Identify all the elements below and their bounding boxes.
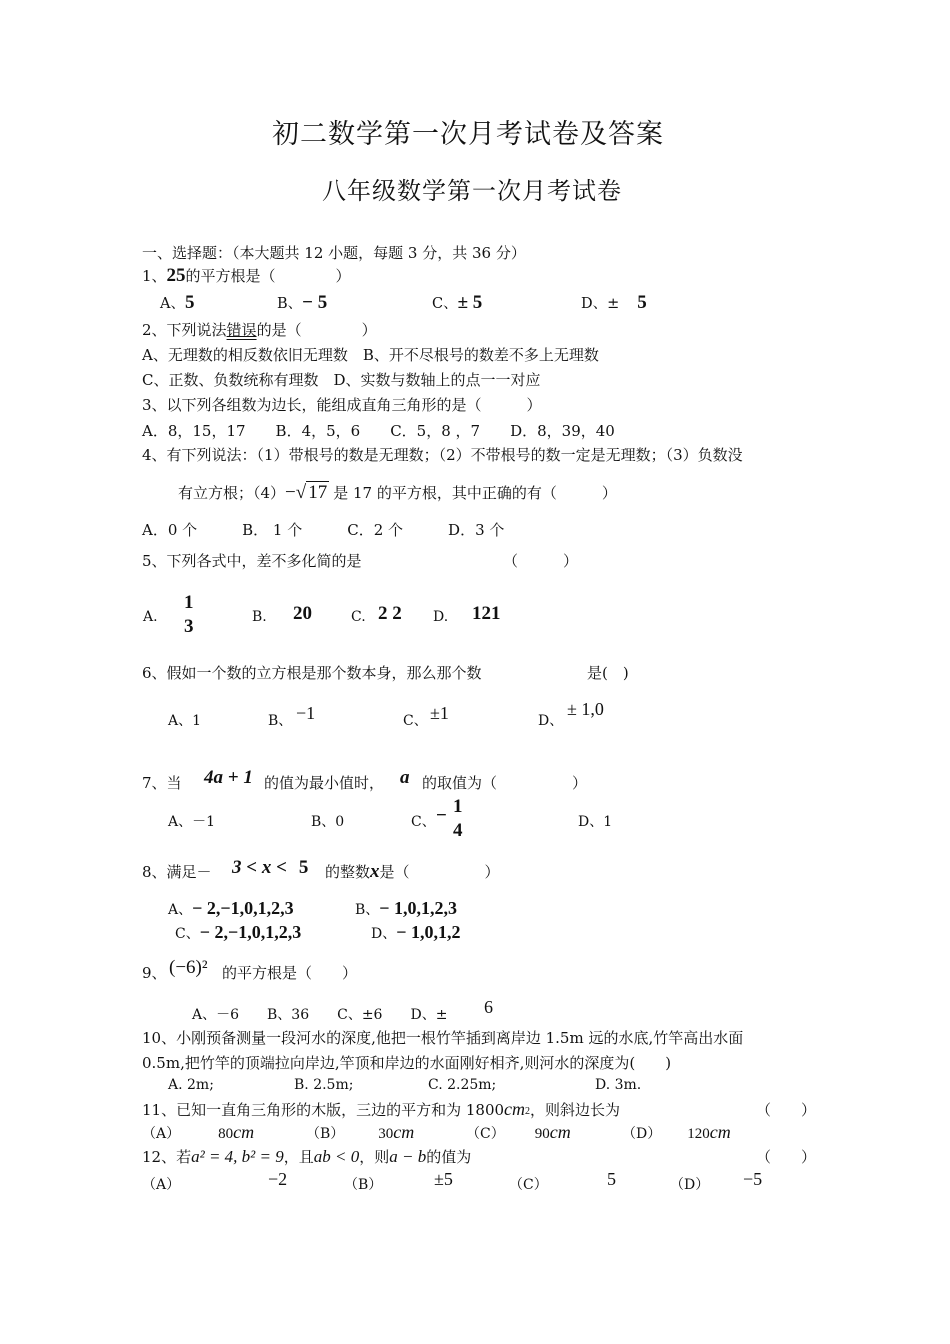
q1-option-d — [581, 292, 647, 314]
q10-option-a: A. 2m; — [168, 1077, 214, 1093]
q7-option-d: D、1 — [578, 814, 613, 830]
q11-option-b-unit: cm — [393, 1122, 415, 1142]
q5-option-d-label: D. — [433, 609, 449, 625]
q5-option-a-label: A. — [143, 609, 158, 625]
q8-stem-text-end: 是（ ） — [379, 863, 500, 881]
q1-option-c — [432, 292, 482, 314]
q11-option-c-label: （C） — [466, 1126, 505, 1142]
q8-inequality-right: 5 — [298, 857, 309, 878]
q8-option-c-value: − 2,−1,0,1,2,3 — [199, 922, 302, 942]
question-7-number: 7、当 — [142, 774, 182, 792]
q8-inequality-left: 3 < x < — [232, 857, 287, 878]
q12-answer-paren: （ ） — [756, 1148, 817, 1166]
q11-option-a — [142, 1122, 254, 1143]
question-6: 6、假如一个数的立方根是那个数本身，那么那个数 — [142, 664, 482, 682]
q7-option-c-fraction — [453, 795, 463, 843]
q1-option-a-value: 5 — [184, 292, 195, 313]
q12-option-d-label: （D） — [670, 1177, 710, 1193]
q7-option-a: A、－1 — [168, 814, 216, 830]
question-11 — [142, 1099, 620, 1120]
q11-option-d — [622, 1122, 731, 1143]
q4-line-2 — [178, 482, 617, 504]
q8-option-d-label: D、 — [371, 926, 397, 942]
q1-option-a — [160, 292, 194, 314]
q4-negative-root-17: −√ 17 — [285, 482, 328, 503]
q2-options-line-2: C、正数、负数统称有理数 D、实数与数轴上的点一一对应 — [142, 371, 541, 389]
q12-option-c-label: （C） — [509, 1177, 548, 1193]
q8-option-b-label: B、 — [355, 902, 380, 918]
question-1 — [142, 265, 351, 287]
q7-variable: a — [400, 767, 410, 788]
q11-stem-end: ，则斜边长为 — [530, 1101, 621, 1119]
q7-option-c-denominator: 4 — [453, 820, 463, 841]
q12-number: 12、若 — [142, 1148, 192, 1166]
q7-stem-end: 的取值为（ ） — [422, 774, 588, 792]
q11-option-a-value: 80 — [218, 1126, 234, 1142]
q12-stem-mid-2: ，则 — [359, 1148, 390, 1166]
q7-option-c-sign: − — [436, 805, 447, 826]
q12-difference: a − b — [389, 1147, 427, 1166]
q9-stem: 的平方根是（ ） — [222, 964, 358, 982]
q8-option-d-value: − 1,0,1,2 — [396, 922, 461, 942]
question-8-number: 8、满足－ — [142, 863, 212, 881]
q5-option-b-label: B. — [252, 609, 267, 625]
q1-number: 1、 — [142, 267, 167, 285]
q11-option-a-label: （A） — [142, 1126, 181, 1142]
q7-option-b: B、0 — [311, 814, 345, 830]
q8-option-c-label: C、 — [175, 926, 200, 942]
q5-answer-paren: （ ） — [503, 552, 579, 570]
q4-radicand: 17 — [308, 482, 328, 503]
q10-line-2: 0.5m,把竹竿的顶端拉向岸边,竿顶和岸边的水面刚好相齐,则河水的深度为( ) — [142, 1054, 672, 1072]
q2-emphasis: 错误 — [226, 321, 257, 339]
q11-option-c-value: 90 — [534, 1126, 550, 1142]
q12-option-b-label: （B） — [344, 1177, 383, 1193]
q4-line-2-end: 是 17 的平方根，其中正确的有（ ） — [333, 484, 617, 502]
q5-option-d-value: 121 — [472, 603, 501, 624]
q1-expression: 25 — [166, 265, 186, 286]
q5-option-a-denominator: 3 — [184, 616, 194, 637]
q5-option-c-label: C. — [351, 609, 366, 625]
q8-option-d — [371, 922, 461, 943]
q10-option-b: B. 2.5m; — [294, 1077, 354, 1093]
page-title: 初二数学第一次月考试卷及答案 — [272, 119, 664, 150]
q12-option-d-value: −5 — [743, 1169, 763, 1189]
q11-option-b-value: 30 — [378, 1126, 394, 1142]
q12-option-b-value: ±5 — [434, 1169, 453, 1189]
q2-stem-start: 2、下列说法 — [142, 321, 227, 339]
q6-option-a: A、1 — [168, 713, 202, 729]
q9-option-d-value: 6 — [484, 997, 493, 1017]
q6-option-d-value: ± 1,0 — [567, 699, 604, 719]
q11-unit: cm — [504, 1099, 526, 1119]
q6-option-b-label: B、 — [268, 713, 293, 729]
q7-stem-mid: 的值为最小值时， — [264, 774, 385, 792]
q1-option-c-label: C、 — [432, 296, 458, 312]
q4-line-2-start: 有立方根；（4） — [178, 484, 286, 502]
q7-expression-text: 4a + 1 — [204, 767, 253, 788]
q8-option-b-value: − 1,0,1,2,3 — [379, 898, 458, 918]
q1-option-b — [277, 292, 327, 314]
q5-option-b-value: 20 — [293, 603, 312, 624]
question-12 — [142, 1146, 471, 1167]
q6-option-c-value: ±1 — [430, 703, 449, 723]
q8-option-a-value: − 2,−1,0,1,2,3 — [192, 898, 294, 918]
q6-option-b-value: −1 — [296, 703, 316, 723]
q8-inequality — [232, 857, 308, 879]
q5-option-a-fraction — [184, 591, 194, 639]
q10-option-d: D. 3m. — [595, 1077, 642, 1093]
q12-condition: ab < 0 — [313, 1147, 360, 1166]
q11-stem: 11、已知一直角三角形的木版，三边的平方和为 1800 — [142, 1101, 505, 1119]
q12-option-c-value: 5 — [607, 1169, 616, 1189]
q7-expression — [204, 767, 253, 789]
q11-option-d-unit: cm — [709, 1122, 731, 1142]
q4-minus: − — [285, 482, 296, 503]
q12-stem-mid: ，且 — [283, 1148, 314, 1166]
question-9-number: 9、 — [142, 964, 167, 982]
q12-stem-end: 的值为 — [426, 1148, 472, 1166]
q1-option-d-value: 5 — [637, 292, 647, 313]
q7-option-c-numerator: 1 — [453, 796, 463, 817]
q6-option-d-label: D、 — [538, 713, 564, 729]
q5-option-c-value: 2 2 — [378, 603, 402, 624]
q1-option-c-value: ± 5 — [457, 292, 483, 313]
q8-variable: x — [370, 861, 380, 882]
q5-option-a-numerator: 1 — [184, 592, 194, 613]
q8-stem-text: 的整数 — [325, 863, 371, 881]
q11-option-d-value: 120 — [687, 1126, 710, 1142]
q2-stem-end: 的是（ ） — [256, 321, 377, 339]
q11-option-b-label: （B） — [306, 1126, 345, 1142]
q12-option-a-label: （A） — [142, 1177, 181, 1193]
question-3: 3、以下列各组数为边长，能组成直角三角形的是（ ） — [142, 396, 542, 414]
q1-option-a-label: A、 — [160, 296, 185, 312]
q8-option-b — [355, 898, 457, 919]
q8-option-c — [175, 922, 301, 943]
q12-option-a-value: −2 — [268, 1169, 288, 1189]
question-10: 10、小刚预备测量一段河水的深度,他把一根竹竿插到离岸边 1.5m 远的水底,竹竿高出水面 — [142, 1029, 744, 1047]
section-heading: 一、选择题：（本大题共 12 小题，每题 3 分，共 36 分） — [142, 244, 526, 262]
q11-answer-paren: （ ） — [756, 1101, 817, 1119]
q6-stem-end: 是( ) — [587, 664, 629, 682]
q1-option-b-value: − 5 — [302, 292, 328, 313]
q11-option-d-label: （D） — [622, 1126, 662, 1142]
q11-option-a-unit: cm — [233, 1122, 255, 1142]
question-4: 4、有下列说法：（1）带根号的数是无理数；（2）不带根号的数一定是无理数；（3）负数没 — [142, 446, 743, 464]
q11-exponent: 2 — [525, 1106, 531, 1117]
q9-options: A、－6 B、36 C、±6 D、± — [192, 1007, 448, 1023]
q1-stem: 的平方根是（ ） — [185, 267, 351, 285]
q6-option-c-label: C、 — [403, 713, 428, 729]
q12-expression: a² = 4, b² = 9 — [191, 1147, 284, 1166]
q3-options: A．8，15，17 B．4，5，6 C．5，8 ，7 D．8，39，40 — [142, 422, 615, 440]
question-5: 5、下列各式中，差不多化简的是 — [142, 552, 362, 570]
page-subtitle: 八年级数学第一次月考试卷 — [322, 177, 622, 205]
question-2 — [142, 319, 377, 340]
q9-expression: (−6)² — [169, 957, 208, 978]
q7-option-c-label: C、 — [411, 814, 436, 830]
q8-option-a-label: A、 — [168, 902, 193, 918]
q4-options: A．0 个 B． 1 个 C．2 个 D．3 个 — [142, 521, 505, 539]
q8-stem-end — [325, 861, 500, 883]
q8-option-a — [168, 898, 294, 919]
q11-option-c — [466, 1122, 571, 1143]
q1-option-d-label: D、± — [581, 296, 620, 312]
q11-option-b — [306, 1122, 414, 1143]
q11-option-c-unit: cm — [549, 1122, 571, 1142]
q2-options-line-1: A、无理数的相反数依旧无理数 B、开不尽根号的数差不多上无理数 — [142, 346, 599, 364]
q1-option-b-label: B、 — [277, 296, 303, 312]
q10-option-c: C. 2.25m; — [428, 1077, 497, 1093]
